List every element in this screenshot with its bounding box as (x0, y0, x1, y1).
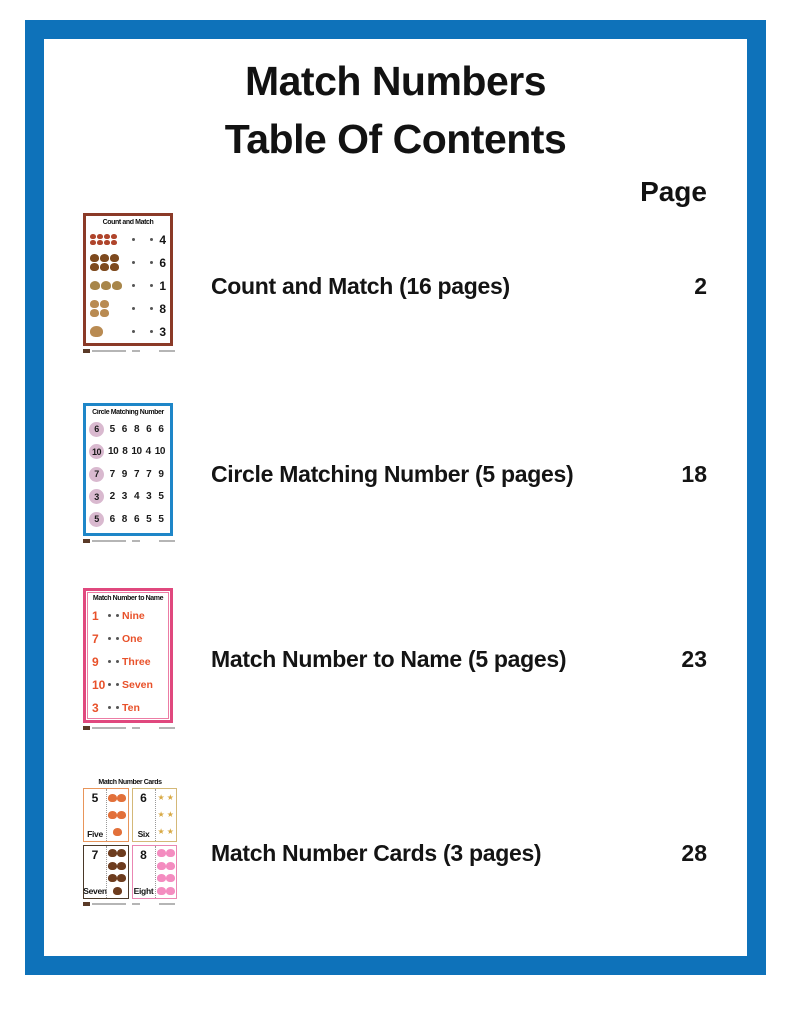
number-label: 7 (92, 631, 99, 646)
circled-target-number: 10 (89, 444, 104, 459)
card-word: Five (87, 829, 103, 839)
red-bird-icon (97, 234, 103, 239)
option-number: 6 (109, 513, 115, 525)
thumbnail-match-number-cards (83, 778, 175, 906)
option-number: 10 (131, 446, 142, 458)
connector-dot (150, 307, 153, 310)
red-bird-icon (104, 234, 110, 239)
toc-entry-label: Match Number to Name (5 pages) (211, 645, 567, 672)
toc-row-count-and-match (83, 213, 707, 359)
circle-match-row (89, 441, 167, 464)
thumbnail-title: Count and Match (102, 219, 154, 226)
circled-target-number: 5 (89, 512, 104, 527)
thumbnail-title: Match Number Cards (98, 779, 162, 786)
connector-dot (116, 683, 119, 686)
publisher-logo-icon (83, 902, 90, 906)
option-number: 6 (146, 423, 152, 435)
starfish-icon: ★ (166, 826, 174, 836)
name-label: One (122, 632, 143, 645)
thumbnail-footer (83, 538, 175, 543)
monkey-icon (90, 300, 99, 308)
pink-bird-icon (166, 862, 175, 870)
connector-dot (132, 261, 135, 264)
match-number: 3 (159, 324, 166, 339)
pink-bird-icon (157, 887, 166, 895)
card-items (106, 846, 128, 898)
option-number: 8 (121, 513, 127, 525)
red-bird-icon (90, 240, 96, 245)
number-name-row (92, 696, 164, 719)
monkey-icon (100, 309, 109, 317)
toc-row-match-number-to-name (83, 588, 707, 730)
option-number: 2 (109, 491, 115, 503)
monkey-icon (90, 326, 103, 337)
circled-target-number: 6 (89, 422, 104, 437)
connector-dot (108, 637, 111, 640)
number-card (83, 845, 129, 899)
match-number: 8 (159, 301, 166, 316)
name-label: Nine (122, 609, 145, 622)
publisher-logo-icon (83, 726, 90, 730)
animal-group (90, 281, 123, 290)
circle-match-row (89, 486, 167, 509)
pink-bird-icon (166, 874, 175, 882)
thumbnail-match-number-to-name (83, 588, 175, 730)
crab-icon (108, 811, 117, 819)
connector-dot (132, 307, 135, 310)
card-items (106, 789, 128, 841)
connector-dot (150, 238, 153, 241)
worksheet-preview-count-and-match (83, 213, 173, 346)
number-card (132, 788, 178, 842)
count-match-row (90, 274, 166, 297)
worksheet-preview-circle-matching-number (83, 403, 173, 536)
option-number: 7 (109, 468, 115, 480)
animal-group (90, 326, 104, 337)
match-number: 1 (159, 278, 166, 293)
option-number: 4 (145, 446, 151, 458)
starfish-icon: ★ (157, 809, 165, 819)
option-number: 6 (133, 513, 139, 525)
option-number: 9 (158, 468, 164, 480)
option-number: 7 (146, 468, 152, 480)
toc-row-match-number-cards (83, 778, 707, 928)
option-number: 8 (133, 423, 139, 435)
owl-icon (90, 281, 100, 290)
red-bird-icon (111, 234, 117, 239)
thumbnail-count-and-match (83, 213, 175, 353)
option-number: 9 (121, 468, 127, 480)
publisher-logo-icon (83, 349, 90, 353)
animal-group (90, 300, 110, 317)
turkey-icon (100, 254, 109, 262)
option-number: 3 (121, 491, 127, 503)
starfish-icon: ★ (157, 793, 165, 803)
connector-dot (108, 683, 111, 686)
toc-entry-page-number: 2 (694, 272, 707, 299)
hedgehog-icon (108, 862, 117, 870)
option-number: 10 (108, 446, 119, 458)
connector-dot (116, 614, 119, 617)
page-column-header: Page (640, 176, 707, 207)
toc-entry-label: Match Number Cards (3 pages) (211, 839, 542, 866)
monkey-icon (100, 300, 109, 308)
toc-row-circle-matching-number (83, 403, 707, 545)
turkey-icon (90, 254, 99, 262)
red-bird-icon (97, 240, 103, 245)
connector-dot (132, 238, 135, 241)
number-label: 3 (92, 700, 99, 715)
card-number: 6 (140, 791, 147, 805)
connector-dot (116, 660, 119, 663)
red-bird-icon (90, 234, 96, 239)
connector-dot (150, 261, 153, 264)
starfish-icon: ★ (157, 826, 165, 836)
number-card (83, 788, 129, 842)
count-match-row (90, 228, 166, 251)
turkey-icon (100, 263, 109, 271)
number-name-row (92, 650, 164, 673)
starfish-icon: ★ (166, 809, 174, 819)
option-number: 10 (154, 446, 165, 458)
animal-group (90, 234, 118, 245)
toc-entry-label: Count and Match (16 pages) (211, 272, 510, 299)
option-number: 5 (158, 491, 164, 503)
connector-dot (108, 660, 111, 663)
connector-dot (108, 614, 111, 617)
option-number: 4 (133, 491, 139, 503)
number-name-row (92, 673, 164, 696)
pink-bird-icon (166, 887, 175, 895)
worksheet-preview-match-number-cards (83, 779, 177, 899)
turkey-icon (110, 254, 119, 262)
thumbnail-circle-matching-number (83, 403, 175, 543)
red-bird-icon (104, 240, 110, 245)
count-match-row (90, 320, 166, 343)
hedgehog-icon (113, 887, 122, 895)
crab-icon (117, 811, 126, 819)
pink-bird-icon (157, 862, 166, 870)
crab-icon (113, 828, 122, 836)
match-number: 4 (159, 232, 166, 247)
circled-target-number: 3 (89, 489, 104, 504)
toc-entry-label: Circle Matching Number (5 pages) (211, 460, 574, 487)
card-word: Six (137, 829, 150, 839)
worksheet-preview-match-number-to-name (83, 588, 173, 723)
connector-dot (108, 706, 111, 709)
hedgehog-icon (117, 862, 126, 870)
count-match-row (90, 251, 166, 274)
card-word: Eight (133, 886, 154, 896)
hedgehog-icon (108, 874, 117, 882)
turkey-icon (110, 263, 119, 271)
turkey-icon (90, 263, 99, 271)
number-name-row (92, 627, 164, 650)
number-name-row (92, 604, 164, 627)
thumbnail-footer (83, 725, 175, 730)
owl-icon (101, 281, 111, 290)
option-number: 6 (121, 423, 127, 435)
red-bird-icon (111, 240, 117, 245)
number-label: 9 (92, 654, 99, 669)
connector-dot (150, 330, 153, 333)
owl-icon (112, 281, 122, 290)
card-number: 8 (140, 848, 147, 862)
option-number: 6 (158, 423, 164, 435)
card-number: 5 (91, 791, 99, 805)
circle-match-row (89, 418, 167, 441)
card-number: 7 (91, 848, 99, 862)
option-number: 8 (122, 446, 128, 458)
toc-entry-page-number: 23 (681, 645, 707, 672)
hedgehog-icon (108, 849, 117, 857)
monkey-icon (90, 309, 99, 317)
thumbnail-footer (83, 901, 175, 906)
circle-match-row (89, 508, 167, 531)
connector-dot (116, 706, 119, 709)
toc-entry-page-number: 28 (681, 839, 707, 866)
name-label: Ten (122, 701, 140, 714)
document-title-line1: Match Numbers (244, 58, 547, 104)
document-title-line2: Table Of Contents (224, 116, 567, 162)
thumbnail-footer (83, 348, 175, 353)
publisher-logo-icon (83, 539, 90, 543)
option-number: 5 (158, 513, 164, 525)
pink-bird-icon (166, 849, 175, 857)
toc-entry-page-number: 18 (681, 460, 707, 487)
thumbnail-title: Circle Matching Number (92, 409, 164, 416)
number-label: 1 (92, 608, 99, 623)
name-label: Three (122, 655, 151, 668)
card-items (155, 789, 177, 841)
card-items (155, 846, 177, 898)
option-number: 3 (146, 491, 152, 503)
card-word: Seven (83, 886, 107, 896)
option-number: 5 (146, 513, 152, 525)
crab-icon (108, 794, 117, 802)
circle-match-row (89, 463, 167, 486)
connector-dot (132, 284, 135, 287)
count-match-row (90, 297, 166, 320)
name-label: Seven (122, 678, 153, 691)
option-number: 5 (109, 423, 115, 435)
number-card (132, 845, 178, 899)
connector-dot (150, 284, 153, 287)
crab-icon (117, 794, 126, 802)
match-number: 6 (159, 255, 166, 270)
option-number: 7 (133, 468, 139, 480)
connector-dot (116, 637, 119, 640)
circled-target-number: 7 (89, 467, 104, 482)
pink-bird-icon (157, 874, 166, 882)
pink-bird-icon (157, 849, 166, 857)
number-label: 10 (92, 677, 106, 692)
hedgehog-icon (117, 849, 126, 857)
thumbnail-title: Match Number to Name (92, 595, 164, 602)
starfish-icon: ★ (166, 793, 174, 803)
animal-group (90, 254, 120, 271)
hedgehog-icon (117, 874, 126, 882)
connector-dot (132, 330, 135, 333)
